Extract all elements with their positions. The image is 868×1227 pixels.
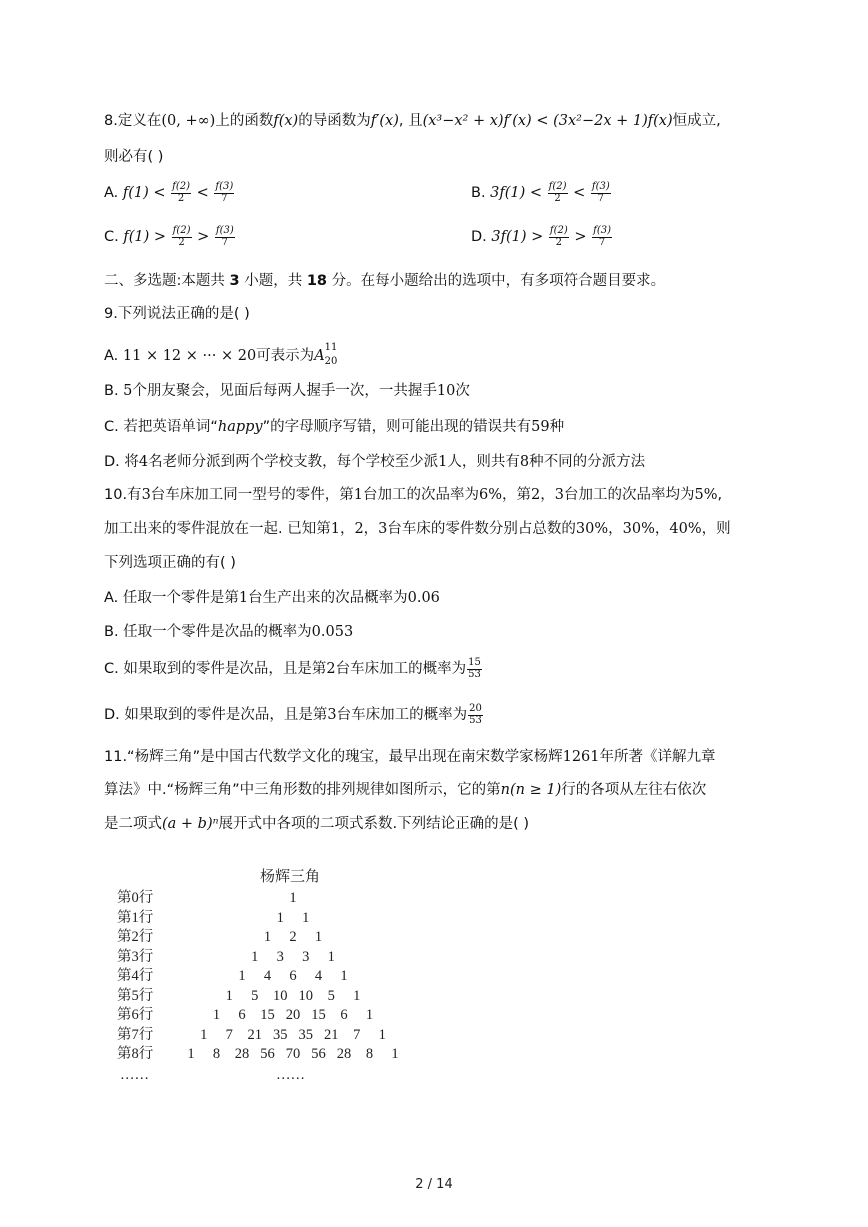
fraction: $\frac{f(2)}{2}$ — [172, 225, 191, 248]
triangle-row-label: 第4行 — [117, 968, 154, 984]
triangle-number: 1 — [391, 1046, 399, 1062]
q11-stem-line3: 是二项式(a + b)ⁿ展开式中各项的二项式系数.下列结论正确的是( ) — [104, 816, 530, 832]
q8-fx: f(x) — [273, 113, 299, 129]
triangle-number: 21 — [324, 1026, 339, 1043]
q9-option-b: B. 5个朋友聚会，见面后每两人握手一次，一共握手10次 — [104, 383, 470, 399]
q9-option-c: C. 若把英语单词“happy”的字母顺序写错，则可能出现的错误共有59种 — [104, 419, 565, 435]
triangle-row-label: 第1行 — [117, 909, 154, 926]
triangle-number: 1 — [276, 909, 284, 926]
triangle-number: 28 — [234, 1046, 250, 1062]
q8-text-d: , 且 — [398, 113, 423, 129]
triangle-number: 1 — [225, 987, 233, 1004]
option-label: C. — [104, 229, 119, 245]
option-label: B. — [471, 185, 486, 201]
triangle-ellipsis-left: …… — [120, 1067, 149, 1083]
triangle-number: 6 — [289, 968, 297, 984]
triangle-row-label: 第5行 — [117, 987, 154, 1004]
q11-stem-line2: 算法》中.“杨辉三角”中三角形数的排列规律如图所示，它的第n(n ≥ 1)行的各项从左往右依次 — [104, 782, 707, 798]
q10-stem-line3: 下列选项正确的有( ) — [104, 555, 236, 571]
triangle-row-label: 第0行 — [117, 890, 154, 906]
triangle-number: 15 — [311, 1007, 326, 1023]
option-label: A. — [104, 185, 119, 201]
option-rel: < — [196, 185, 209, 201]
q8-option-b — [471, 182, 612, 204]
triangle-title: 杨辉三角 — [260, 869, 321, 885]
q8-interval: (0, +∞) — [161, 113, 216, 129]
triangle-number: 6 — [340, 1007, 348, 1023]
section-heading: 二、多选题:本题共 3 小题，共 18 分。在每小题给出的选项中，有多项符合题目要求。 — [104, 273, 666, 289]
fraction: $\frac{f(3)}{7}$ — [215, 225, 234, 248]
triangle-number: 28 — [336, 1046, 352, 1062]
fraction: $\frac{20}{53}$ — [469, 703, 482, 726]
triangle-row-label: 第3行 — [117, 948, 154, 965]
q8-option-c — [104, 226, 236, 248]
triangle-number: 1 — [365, 1007, 374, 1023]
triangle-number: 35 — [298, 1026, 313, 1043]
triangle-number: 10 — [298, 987, 313, 1004]
q9-option-d: D. 将4名老师分派到两个学校支教，每个学校至少派1人，则共有8种不同的分派方法 — [104, 454, 646, 470]
fraction: $\frac{f(3)}{7}$ — [593, 225, 612, 248]
triangle-number: 7 — [353, 1026, 361, 1043]
triangle-number: 7 — [225, 1026, 233, 1043]
triangle-number: 1 — [200, 1026, 208, 1043]
triangle-row-label: 第2行 — [117, 929, 154, 945]
triangle-number: 35 — [273, 1026, 288, 1043]
q8-stem-line2: 则必有( ) — [104, 149, 164, 165]
triangle-number: 1 — [238, 968, 246, 984]
triangle-number: 1 — [314, 929, 323, 945]
triangle-number: 3 — [276, 948, 284, 965]
triangle-number: 1 — [212, 1007, 221, 1023]
fraction: $\frac{f(2)}{2}$ — [549, 225, 568, 248]
option-math: f(1) < — [122, 185, 166, 201]
triangle-ellipsis-mid: …… — [276, 1067, 305, 1083]
q10-option-c: C. 如果取到的零件是次品，且是第2台车床加工的概率为 $\frac{15}{53}$ — [104, 657, 481, 680]
triangle-number: 4 — [314, 968, 323, 984]
q8-option-a — [104, 182, 235, 204]
triangle-number: 4 — [263, 968, 272, 984]
option-math: f(1) > — [123, 229, 167, 245]
option-math: 3f(1) > — [491, 229, 544, 245]
q8-text-c: 的导函数为 — [298, 113, 371, 129]
triangle-number: 70 — [285, 1046, 301, 1062]
q9-option-a: A. 11 × 12 × ··· × 20可表示为A 11 20 — [104, 342, 338, 367]
triangle-number: 20 — [285, 1007, 301, 1023]
triangle-number: 6 — [238, 1007, 246, 1023]
option-rel: > — [197, 229, 210, 245]
triangle-number: 5 — [251, 987, 259, 1004]
q10-option-a: A. 任取一个零件是第1台生产出来的次品概率为0.06 — [104, 590, 440, 606]
fraction: $\frac{f(2)}{2}$ — [172, 181, 191, 204]
q9-stem: 9.下列说法正确的是( ) — [104, 306, 250, 322]
triangle-number: 1 — [378, 1026, 386, 1043]
triangle-number: 1 — [353, 987, 361, 1004]
fraction: $\frac{f(2)}{2}$ — [548, 181, 567, 204]
triangle-number: 15 — [260, 1007, 275, 1023]
triangle-number: 8 — [365, 1046, 374, 1062]
q10-option-d: D. 如果取到的零件是次品，且是第3台车床加工的概率为 $\frac{20}{53}$ — [104, 703, 482, 726]
triangle-row-label: 第6行 — [117, 1007, 154, 1023]
q8-option-d — [471, 226, 613, 248]
q8-text-b: 上的函数 — [215, 113, 274, 129]
triangle-number: 2 — [289, 929, 297, 945]
q8-text-e: 恒成立, — [672, 113, 721, 129]
triangle-number: 1 — [327, 948, 335, 965]
triangle-row-label: 第7行 — [117, 1026, 154, 1043]
fraction: $\frac{f(3)}{7}$ — [215, 181, 234, 204]
triangle-number: 1 — [187, 1046, 195, 1062]
fraction: $\frac{15}{53}$ — [468, 657, 481, 680]
triangle-number: 10 — [273, 987, 288, 1004]
option-label: D. — [471, 229, 487, 245]
q10-stem-line2: 加工出来的零件混放在一起. 已知第1，2，3台车床的零件数分别占总数的30%，30%，40%，则 — [104, 521, 731, 537]
triangle-number: 5 — [327, 987, 335, 1004]
q8-inequality: (x³−x² + x)f′(x) < (3x²−2x + 1)f(x) — [422, 113, 673, 129]
option-rel: > — [574, 229, 587, 245]
triangle-number: 8 — [212, 1046, 221, 1062]
option-rel: < — [573, 185, 586, 201]
q8-text-a: 8.定义在 — [104, 113, 162, 129]
fraction: $\frac{f(3)}{7}$ — [591, 181, 610, 204]
q10-stem-line1: 10.有3台车床加工同一型号的零件，第1台加工的次品率为6%，第2，3台加工的次品率均为5%, — [104, 487, 723, 503]
triangle-number: 3 — [302, 948, 310, 965]
triangle-number: 1 — [263, 929, 272, 945]
triangle-number: 56 — [260, 1046, 275, 1062]
triangle-number: 21 — [247, 1026, 262, 1043]
q10-option-b: B. 任取一个零件是次品的概率为0.053 — [104, 624, 354, 640]
option-math: 3f(1) < — [490, 185, 543, 201]
q8-stem-line1 — [104, 114, 721, 129]
triangle-number: 1 — [251, 948, 259, 965]
triangle-number: 1 — [340, 968, 348, 984]
triangle-number: 1 — [289, 890, 297, 906]
page-number: 2 / 14 — [415, 1177, 453, 1192]
triangle-number: 56 — [311, 1046, 326, 1062]
triangle-row-label: 第8行 — [117, 1046, 154, 1062]
q11-stem-line1: 11.“杨辉三角”是中国古代数学文化的瑰宝，最早出现在南宋数学家杨辉1261年所著《详解九章 — [104, 749, 716, 765]
q8-fpx: f′(x) — [370, 113, 399, 129]
triangle-number: 1 — [302, 909, 310, 926]
